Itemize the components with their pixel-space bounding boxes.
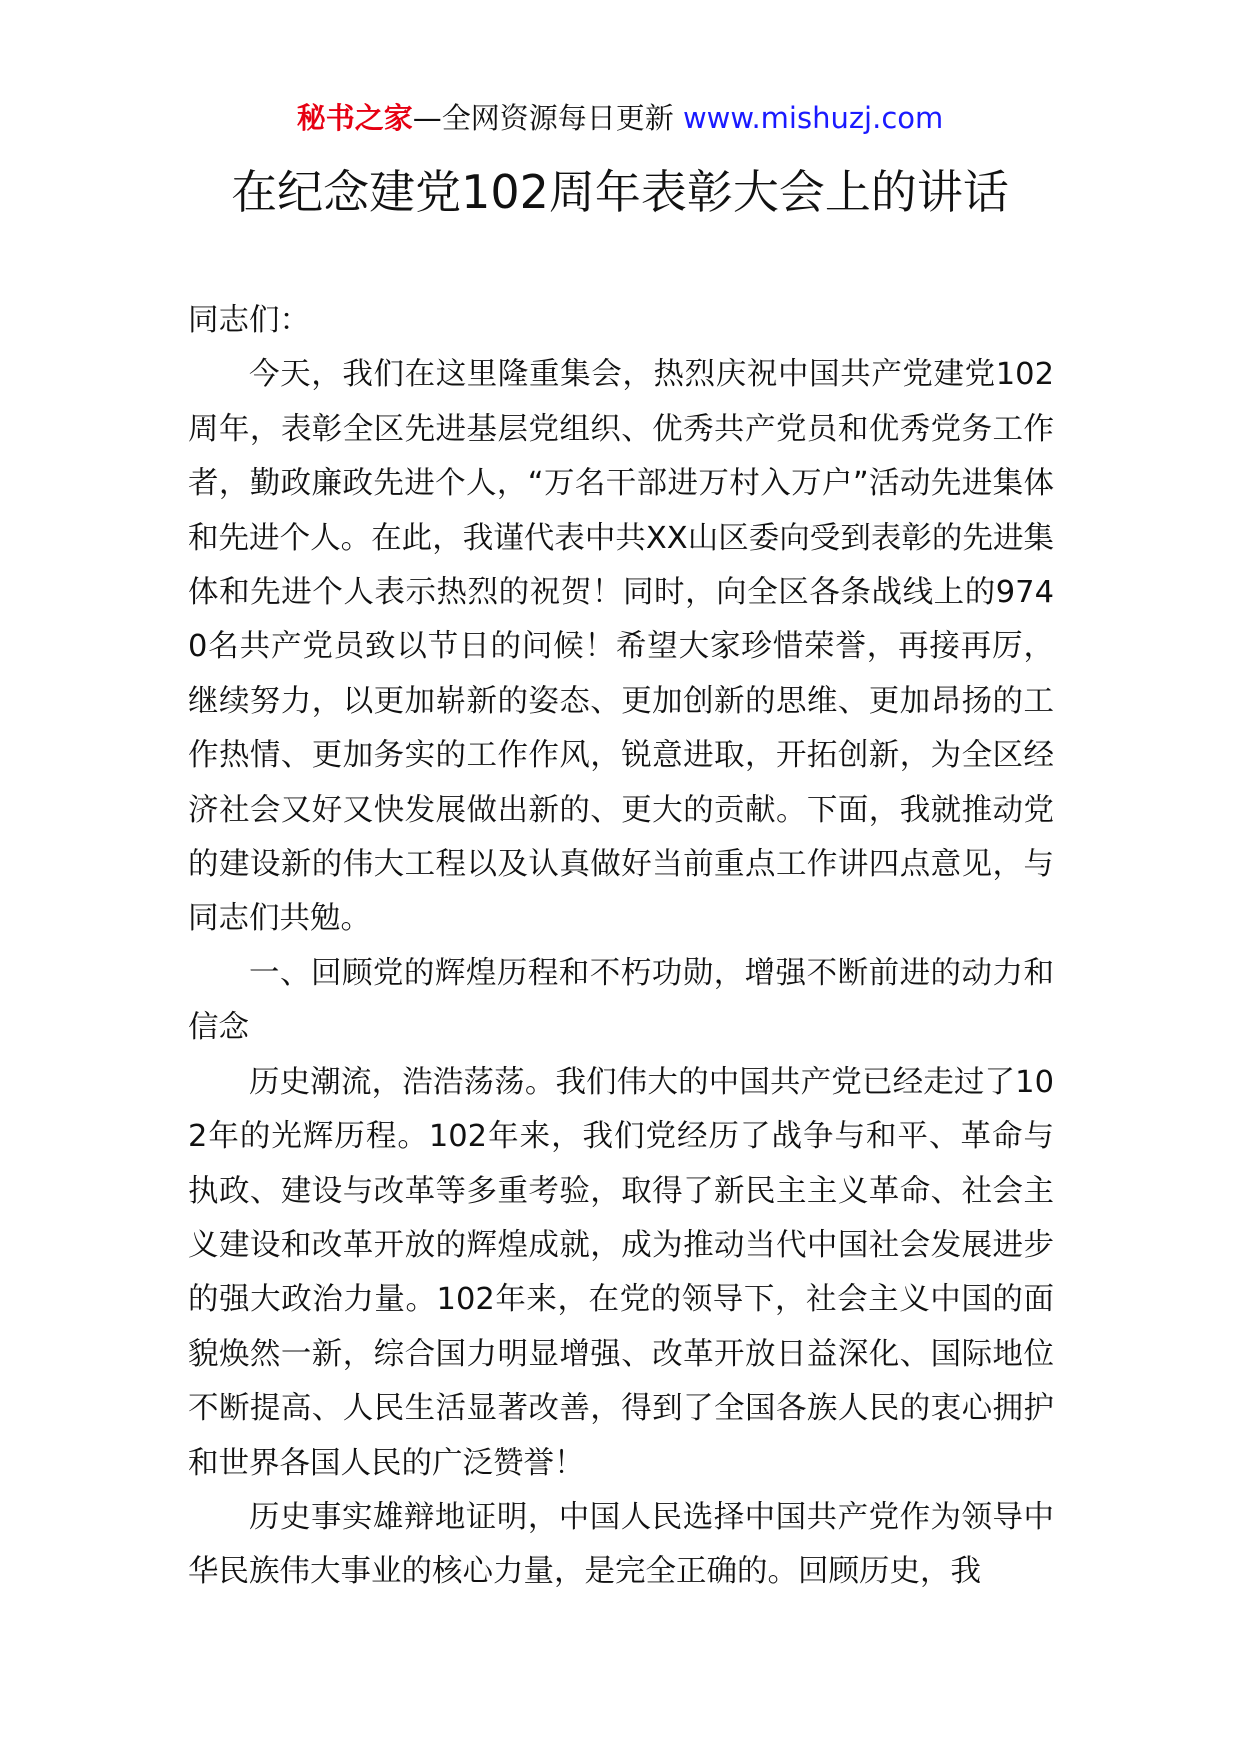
brand-name: 秘书之家: [296, 101, 413, 135]
header-tagline: —全网资源每日更新: [412, 101, 683, 135]
salutation: 同志们：: [188, 303, 310, 338]
document-title: 在纪念建党102周年表彰大会上的讲话: [231, 165, 1009, 219]
site-header: [0, 98, 1240, 138]
paragraph-history: 历史潮流，浩浩荡荡。我们伟大的中国共产党已经走过了102年的光辉历程。102年来，我们党经历了战争与和平、革命与执政、建设与改革等多重考验，取得了新民主主义革命、社会主义建设和改革开放的辉煌成就，成为推动当代中国社会发展进步的强大政治力量。102年来，在党的领导下，社会主义中国的面貌焕然一新，综合国力明显增强、改革开放日益深化、国际地位不断提高、人民生活显著改善，得到了全国各族人民的衷心拥护和世界各国人民的广泛赞誉！: [188, 1064, 1054, 1481]
paragraph-proof: 历史事实雄辩地证明，中国人民选择中国共产党作为领导中华民族伟大事业的核心力量，是完全正确的。回顾历史，我: [188, 1499, 1054, 1590]
section-heading-1: 一、回顾党的辉煌历程和不朽功勋，增强不断前进的动力和信念: [188, 955, 1054, 1046]
paragraph-opening: 今天，我们在这里隆重集会，热烈庆祝中国共产党建党102周年，表彰全区先进基层党组织、优秀共产党员和优秀党务工作者，勤政廉政先进个人，“万名干部进万村入万户”活动先进集体和先进个人。在此，我谨代表中共XX山区委向受到表彰的先进集体和先进个人表示热烈的祝贺！同时，向全区各条战线上的9740名共产党员致以节日的问候！希望大家珍惜荣誉，再接再厉，继续努力，以更加崭新的姿态、更加创新的思维、更加昂扬的工作热情、更加务实的工作作风，锐意进取，开拓创新，为全区经济社会又好又快发展做出新的、更大的贡献。下面，我就推动党的建设新的伟大工程以及认真做好当前重点工作讲四点意见，与同志们共勉。: [188, 357, 1054, 937]
site-url-link[interactable]: www.mishuzj.com: [682, 101, 944, 135]
document-body: [188, 294, 1054, 1600]
